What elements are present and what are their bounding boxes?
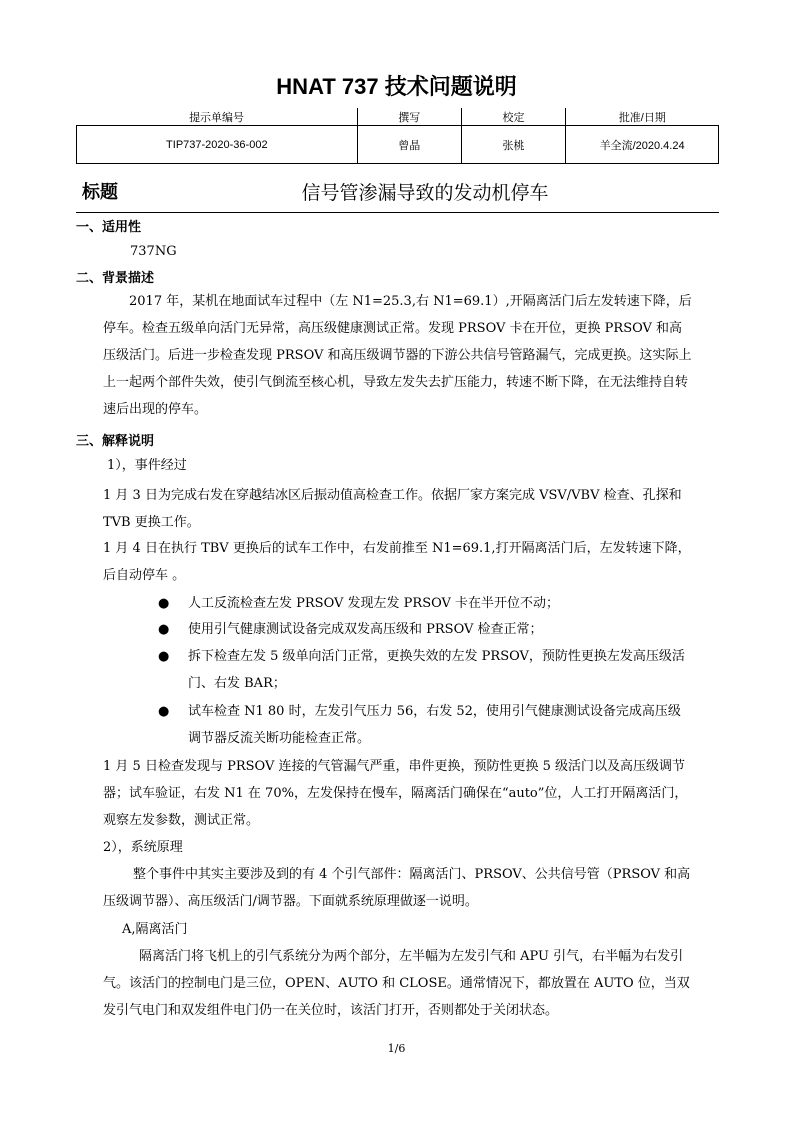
event-paragraph-3: 1 月 5 日检查发现与 PRSOV 连接的气管漏气严重，串件更换，预防性更换 5 级活门以及高压级调节器；试车验证，右发 N1 在 70%，左发保持在慢车，隔离活门确保在“auto”位，人工打开隔离活门，观察左发参数，测试正常。 <box>103 759 688 828</box>
subject-title: 信号管渗漏导致的发动机停车 <box>301 182 549 204</box>
table-header-row <box>77 108 719 126</box>
list-item-text: 试车检查 N1 80 时，左发引气压力 56，右发 52，使用引气健康测试设备完成高压级调节器反流关断功能检查正常。 <box>188 704 681 746</box>
principle-paragraph: 整个事件中其实主要涉及到的有 4 个引气部件：隔离活门、PRSOV、公共信号管（PRSOV 和高压级调节器）、高压级活门/调节器。下面就系统原理做逐一说明。 <box>103 867 691 909</box>
divider <box>76 212 719 213</box>
subsection-system-principle: 2），系统原理 <box>103 840 183 855</box>
list-item-text: 使用引气健康测试设备完成双发高压级和 PRSOV 检查正常； <box>188 622 543 637</box>
header-tip-number: 提示单编号 <box>77 108 358 126</box>
list-item <box>158 590 693 617</box>
bullet-icon: ● <box>158 622 170 637</box>
isolation-valve-paragraph: 隔离活门将飞机上的引气系统分为两个部分，左半幅为左发引气和 APU 引气，右半幅为右发引气。该活门的控制电门是三位，OPEN、AUTO 和 CLOSE。通常情况下，都放置在 AUTO 位，当双发引气电门和双发组件电门仍一在关位时，该活门打开，否则都处于关闭状态。 <box>103 949 690 1018</box>
document-title: HNAT 737 技术问题说明 <box>276 74 517 99</box>
value-reviewer: 张桃 <box>461 126 565 164</box>
table-value-row <box>77 126 719 164</box>
section-explanation-heading: 三、解释说明 <box>76 434 155 449</box>
page-number: 1/6 <box>387 1042 406 1055</box>
applicability-text: 737NG <box>130 244 177 259</box>
list-item <box>158 698 693 752</box>
event-paragraph-2: 1 月 4 日在执行 TBV 更换后的试车工作中，右发前推至 N1=69.1,打开隔离活门后，左发转速下降，后自动停车 。 <box>103 541 691 583</box>
header-author: 撰写 <box>357 108 461 126</box>
section-applicability-heading: 一、适用性 <box>76 220 142 235</box>
header-reviewer: 校定 <box>461 108 565 126</box>
value-author: 曾晶 <box>357 126 461 164</box>
bullet-icon: ● <box>158 596 170 611</box>
background-paragraph: 2017 年，某机在地面试车过程中（左 N1=25.3,右 N1=69.1）,开隔离活门后左发转速下降，后停车。检查五级单向活门无异常，高压级健康测试正常。发现 PRSOV 卡在开位，更换 PRSOV 和高压级活门。后进一步检查发现 PRSOV 和高压级调节器的下游公共信号管路漏气，完成更换。这实际上上一起两个部件失效，使引气倒流至核心机，导致左发失去扩压能力，转速不断下降，在无法维持自转速后出现的停车。 <box>103 294 692 417</box>
value-approval-date: 羊全流/2020.4.24 <box>566 126 719 164</box>
header-approval-date: 批准/日期 <box>566 108 719 126</box>
list-item <box>158 643 693 697</box>
list-item <box>158 616 693 643</box>
list-item-text: 拆下检查左发 5 级单向活门正常，更换失效的左发 PRSOV，预防性更换左发高压级活门、右发 BAR； <box>188 649 685 691</box>
subject-label: 标题 <box>82 182 118 203</box>
bullet-icon: ● <box>158 704 170 719</box>
event-paragraph-1: 1 月 3 日为完成右发在穿越结冰区后振动值高检查工作。依据厂家方案完成 VSV/VBV 检查、孔探和 TVB 更换工作。 <box>103 488 682 530</box>
section-background-heading: 二、背景描述 <box>76 271 155 286</box>
subsection-isolation-valve: A,隔离活门 <box>122 922 188 937</box>
tip-info-table <box>76 108 719 164</box>
value-tip-number: TIP737-2020-36-002 <box>77 126 358 164</box>
bullet-icon: ● <box>158 649 170 664</box>
list-item-text: 人工反流检查左发 PRSOV 发现左发 PRSOV 卡在半开位不动； <box>188 596 560 611</box>
subsection-event-history: 1），事件经过 <box>107 458 187 473</box>
